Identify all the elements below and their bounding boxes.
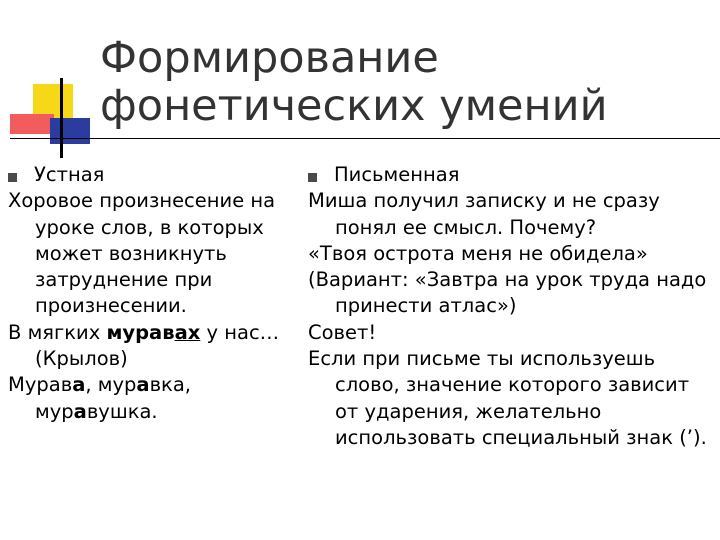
right-column (308, 162, 718, 451)
right-paragraph-2: «Твоя острота меня не обидела» (308, 241, 648, 265)
bullet-square-icon (308, 173, 317, 182)
text-fragment: В мягких (8, 320, 107, 344)
decor-vertical-line (60, 78, 63, 158)
stressed-fragment: ах (174, 320, 201, 344)
stressed-letter: а (73, 399, 87, 423)
left-paragraph-1: Хоровое произнесение на уроке слов, в которых может возникнуть затруднение при произнесении. (8, 189, 276, 318)
text-fragment: вушка. (86, 399, 158, 423)
right-heading-row (308, 162, 718, 188)
right-paragraph-1: Миша получил записку и не сразу понял ее смысл. Почему? (308, 189, 660, 239)
left-heading-row (8, 162, 293, 188)
right-paragraph-4: Совет! (308, 320, 377, 344)
right-paragraph-3: (Вариант: «Завтра на урок труда надо принести атлас») (308, 268, 707, 318)
bullet-square-icon (8, 173, 17, 182)
text-fragment: у нас… (Крылов) (35, 320, 280, 371)
text-fragment: вка, мур (35, 373, 191, 423)
left-column (8, 162, 293, 425)
left-heading: Устная (34, 163, 105, 186)
left-paragraph-2 (8, 320, 293, 373)
text-fragment: Мурав (8, 373, 73, 397)
stressed-letter: а (72, 373, 86, 397)
stressed-letter: а (136, 373, 150, 397)
decor-red-square (10, 114, 54, 134)
decor-blue-square (50, 118, 90, 144)
text-fragment: , мур (85, 373, 137, 397)
right-heading: Письменная (334, 163, 460, 186)
slide-title: Формирование фонетических умений (100, 33, 608, 131)
bold-fragment: мурав (106, 320, 175, 344)
left-paragraph-3 (8, 372, 293, 425)
title-underline (10, 138, 720, 139)
right-paragraph-5: Если при письме ты используешь слово, значение которого зависит от ударения, желательно использовать специальный знак (’). (308, 347, 707, 449)
